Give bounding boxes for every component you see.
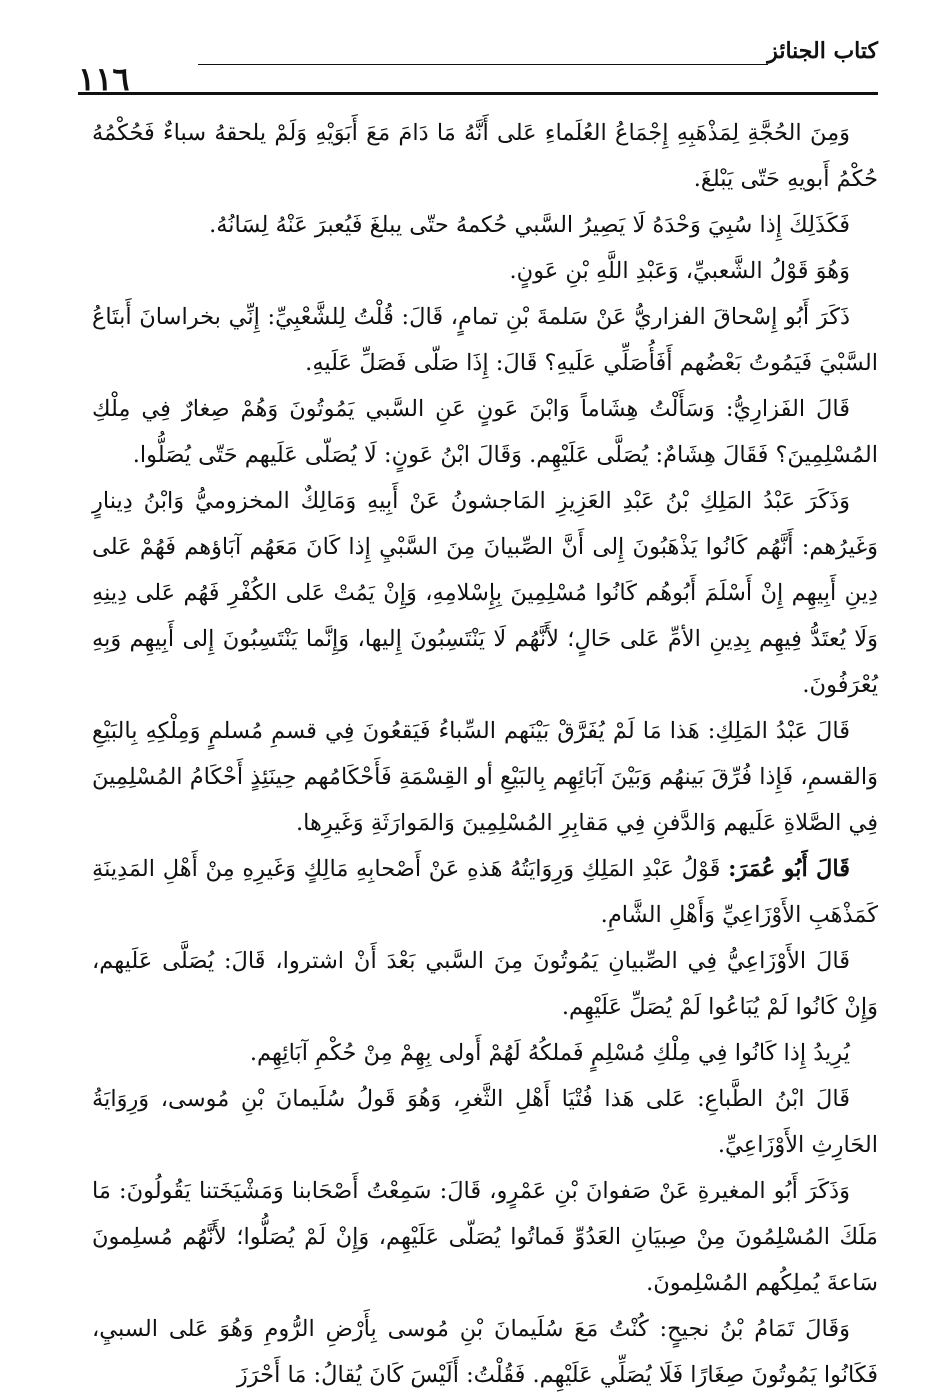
paragraph-text: قَالَ الأَوْزَاعِيُّ فِي الصِّبيانِ يَمُوتُونَ مِنَ السَّبي بَعْدَ أَنْ اشتروا، قَالَ: يُصَلَّى عَلَيهم، وَإِنْ كَانُوا لَمْ يُبَاعُوا لَمْ يُصَلِّ عَلَيْهِم. [92, 948, 878, 1020]
header-rule-thin [198, 64, 768, 65]
paragraph [92, 1306, 878, 1398]
paragraph [92, 478, 878, 708]
speaker-label: قَالَ أَبُو عُمَرَ: [728, 856, 851, 882]
paragraph-text: فَكَذَلِكَ إِذا سُبِيَ وَحْدَهُ لَا يَصِيرُ السَّبي حُكمهُ حتّى يبلغَ فَيُعبرَ عَنْهُ لِسَانُهُ. [209, 212, 850, 238]
paragraph-text: قَوْلُ عَبْدِ المَلِكِ وَرِوَايَتُهُ هَذهِ عَنْ أَصْحابِهِ مَالِكٍ وَغَيرِهِ مِنْ أَهْلِ المَدِينَةِ كَمَذْهَبِ الأَوْزَاعِيِّ وَأَهْلِ الشَّامِ. [92, 856, 878, 928]
paragraph [92, 202, 878, 248]
paragraph-text: قَالَ ابْنُ الطَّباعِ: عَلى هَذا فُتْيَا أَهْلِ الثَّغرِ، وَهُوَ قَولُ سُلَيمانَ بْنِ مُوسى، وَرِوَايَةُ الحَارِثِ الأَوْزَاعِيِّ. [92, 1086, 878, 1158]
paragraph-text: وَهُوَ قَوْلُ الشَّعبيِّ، وَعَبْدِ اللَّهِ بْنِ عَونٍ. [509, 258, 850, 284]
book-title: كتاب الجنائز [767, 38, 878, 64]
paragraph [92, 938, 878, 1030]
paragraph [92, 846, 878, 938]
paragraph [92, 1168, 878, 1306]
paragraph [92, 708, 878, 846]
paragraph-text: وَذَكَرَ أَبُو المغيرةِ عَنْ صَفوانَ بْنِ عَمْرٍو، قَالَ: سَمِعْتُ أَصْحَابنا وَمَشْيَخَتنا يَقُولُونَ: مَا مَلَكَ المُسْلِمُونَ مِنْ صِبيَانِ العَدُوِّ فَماتُوا يُصَلّى عَلَيْهِم، وَإِنْ لَمْ يُصَلُّوا؛ لأَنَّهُم مُسلِمونَ سَاعةَ يُملِكُهم المُسْلِمونَ. [92, 1178, 878, 1296]
page-number: ١١٦ [78, 60, 130, 98]
paragraph-text: يُرِيدُ إِذا كَانُوا فِي مِلْكِ مُسْلِمٍ فَملكُهُ لَهُمْ أَولى بِهِمْ مِنْ حُكْمِ آبَائِهِم. [249, 1040, 850, 1066]
page-header [78, 38, 878, 98]
paragraph [92, 294, 878, 386]
paragraph-text: قَالَ عَبْدُ المَلِكِ: هَذا مَا لَمْ يُفَرَّقْ بَيْنَهم السِّباءُ فَيَقعُونَ فِي قسمِ مُسلمٍ وَمِلْكِهِ بِالبَيْعِ وَالقسمِ، فَإِذا فُرِّقَ بَينهُم وَبَيْنَ آبَائِهِم بِالبَيْعِ أو القِسْمَةِ فَأَحْكَامُهم حِينَئِذٍ أَحْكَامُ المُسْلِمِينَ فِي الصَّلاةِ عَلَيهم وَالدَّفنِ فِي مَقابِرِ المُسْلِمِينَ وَالمَوارَثَةِ وَغَيرِها. [92, 718, 878, 836]
paragraph [92, 248, 878, 294]
paragraph [92, 1030, 878, 1076]
paragraph [92, 110, 878, 202]
page-body [92, 110, 878, 1398]
paragraph-text: وَذَكَرَ عَبْدُ المَلِكِ بْنُ عَبْدِ العَزِيزِ المَاجشونُ عَنْ أَبِيهِ وَمَالِكٌ المخزوميُّ وَابْنُ دِينارٍ وَغَيرُهم: أَنَّهُم كَانُوا يَذْهَبُونَ إِلى أَنَّ الصِّبيانَ مِنَ السَّبْيِ إِذا كَانَ مَعَهُم آبَاؤهم فَهُمْ عَلى دِينِ أَبِيهِم إِنْ أَسْلَمَ أَبُوهُم كَانُوا مُسْلِمِينَ بِإِسْلامِهِ، وَإِنْ يَمُتْ عَلى الكُفْرِ فَهُم عَلى دِينِهِ وَلَا يُعتَدُّ فِيهِم بِدِينِ الأمِّ عَلى حَالٍ؛ لأَنَّهُم لَا يَنْتَسِبُونَ إِليها، وَإِنَّما يَنْتَسِبُونَ إِلى أَبِيهِم وَبِهِ يُعْرَفُونَ. [92, 488, 878, 698]
paragraph-text: وَقَالَ تَمَامُ بْنُ نجيحٍ: كُنْتُ مَعَ سُلَيمانَ بْنِ مُوسى بِأَرْضِ الرُّومِ وَهُوَ عَلى السبيِ، فَكَانُوا يَمُوتُونَ صِغَارًا فَلَا يُصَلِّي عَلَيْهِم. فَقُلْتُ: أَلَيْسَ كَانَ يُقالُ: مَا أَحْرَزَ [92, 1316, 878, 1388]
paragraph [92, 1076, 878, 1168]
header-rule-thick [78, 92, 878, 95]
paragraph-text: وَمِنَ الحُجَّةِ لِمَذْهَبِهِ إِجْمَاعُ العُلَماءِ عَلى أَنَّهُ مَا دَامَ مَعَ أَبَوَيْهِ وَلَمْ يلحقهُ سباءٌ فَحُكْمُهُ حُكْمُ أَبويهِ حَتّى يَبْلغَ. [92, 120, 878, 192]
paragraph [92, 386, 878, 478]
paragraph-text: قَالَ الفَزارِيُّ: وَسَأَلْتُ هِشَاماً وَابْنَ عَونٍ عَنِ السَّبي يَمُوتُونَ وَهُمْ صِغارٌ فِي مِلْكِ المُسْلِمِينَ؟ فَقَالَ هِشَامٌ: يُصَلَّى عَلَيْهِم. وَقَالَ ابْنُ عَونٍ: لَا يُصَلّى عَلَيهم حَتّى يُصَلُّوا. [92, 396, 878, 468]
paragraph-text: ذَكَرَ أَبُو إِسْحاقَ الفزاريُّ عَنْ سَلمةَ بْنِ تمامٍ، قَالَ: قُلْتُ لِلشَّعْبِيِّ: إِنِّي بخراسانَ أَبتَاعُ السَّبْيَ فَيَمُوتُ بَعْضُهم أَفَأُصَلِّي عَلَيهِ؟ قَالَ: إِذَا صَلّى فَصَلِّ عَلَيهِ. [92, 304, 878, 376]
